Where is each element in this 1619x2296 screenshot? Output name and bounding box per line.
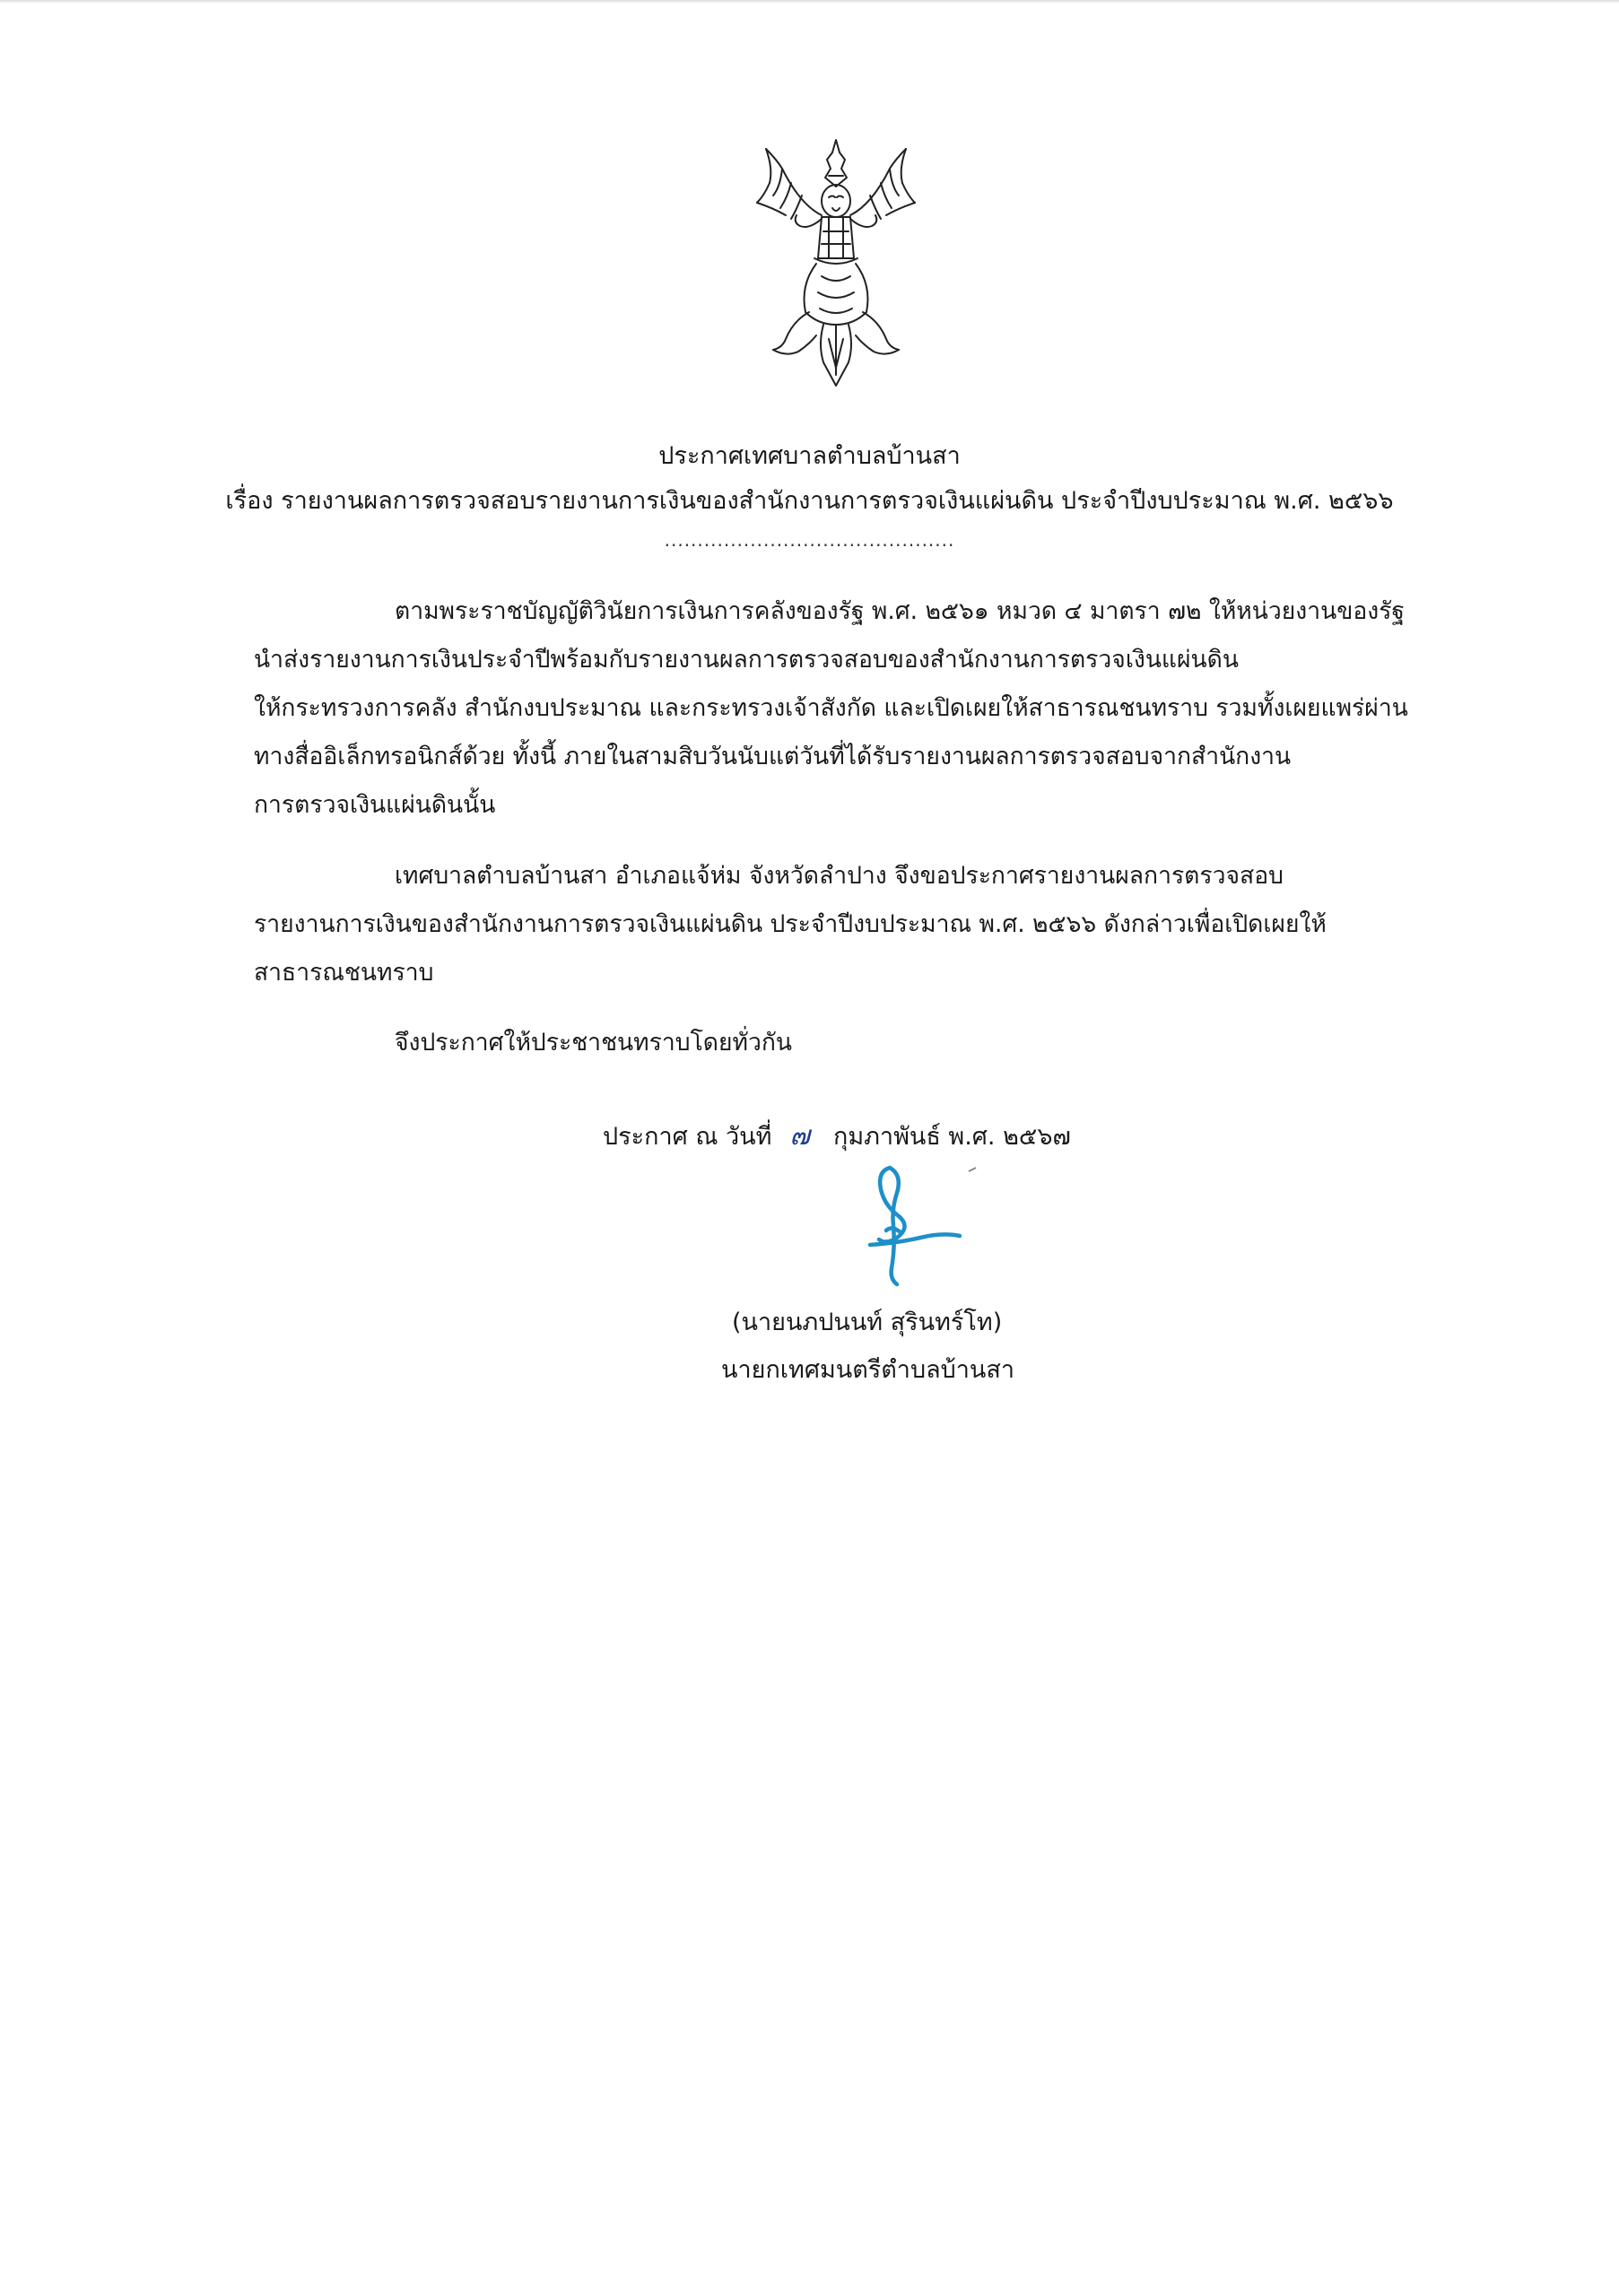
announcement-title: ประกาศเทศบาลตำบลบ้านสา — [658, 442, 961, 470]
scan-edge — [0, 0, 1619, 4]
date-month-year: กุมภาพันธ์ พ.ศ. ๒๕๖๗ — [832, 1123, 1071, 1151]
separator-line: ............................................ — [664, 529, 955, 551]
signer-name: (นายนภปนนท์ สุรินทร์โท) — [732, 1309, 1003, 1336]
date-day-handwritten: ๗ — [789, 1120, 810, 1152]
closing-statement: จึงประกาศให้ประชาชนทราบโดยทั่วกัน — [395, 1029, 793, 1057]
announcement-date — [603, 1115, 1071, 1157]
signer-position: นายกเทศมนตรีตำบลบ้านสา — [721, 1356, 1015, 1384]
paragraph-1-line: การตรวจเงินแผ่นดินนั้น — [254, 791, 496, 819]
garuda-emblem-icon — [746, 133, 926, 393]
paragraph-1-line: ให้กระทรวงการคลัง สำนักงบประมาณ และกระทรวงเจ้าสังกัด และเปิดเผยให้สาธารณชนทราบ รวมทั้งเผยแพร่ผ่าน — [254, 694, 1408, 722]
handwritten-signature-icon — [834, 1162, 978, 1288]
paragraph-1-line: ทางสื่ออิเล็กทรอนิกส์ด้วย ทั้งนี้ ภายในสามสิบวันนับแต่วันที่ได้รับรายงานผลการตรวจสอบจากสำนักงาน — [254, 743, 1292, 770]
paragraph-1-line: ตามพระราชบัญญัติวินัยการเงินการคลังของรัฐ พ.ศ. ๒๕๖๑ หมวด ๔ มาตรา ๗๒ ให้หน่วยงานของรัฐ — [395, 597, 1406, 625]
paragraph-2-line: รายงานการเงินของสำนักงานการตรวจเงินแผ่นดิน ประจำปีงบประมาณ พ.ศ. ๒๕๖๖ ดังกล่าวเพื่อเปิดเผยให้ — [254, 910, 1327, 938]
paragraph-2-line: เทศบาลตำบลบ้านสา อำเภอแจ้ห่ม จังหวัดลำปาง จึงขอประกาศรายงานผลการตรวจสอบ — [395, 862, 1284, 890]
date-prefix: ประกาศ ณ วันที่ — [603, 1123, 772, 1151]
announcement-subject: เรื่อง รายงานผลการตรวจสอบรายงานการเงินของสำนักงานการตรวจเงินแผ่นดิน ประจำปีงบประมาณ พ.ศ. ๒๕๖๖ — [225, 487, 1394, 515]
paragraph-2-line: สาธารณชนทราบ — [254, 959, 434, 987]
paragraph-1-line: นำส่งรายงานการเงินประจำปีพร้อมกับรายงานผลการตรวจสอบของสำนักงานการตรวจเงินแผ่นดิน — [254, 646, 1239, 674]
